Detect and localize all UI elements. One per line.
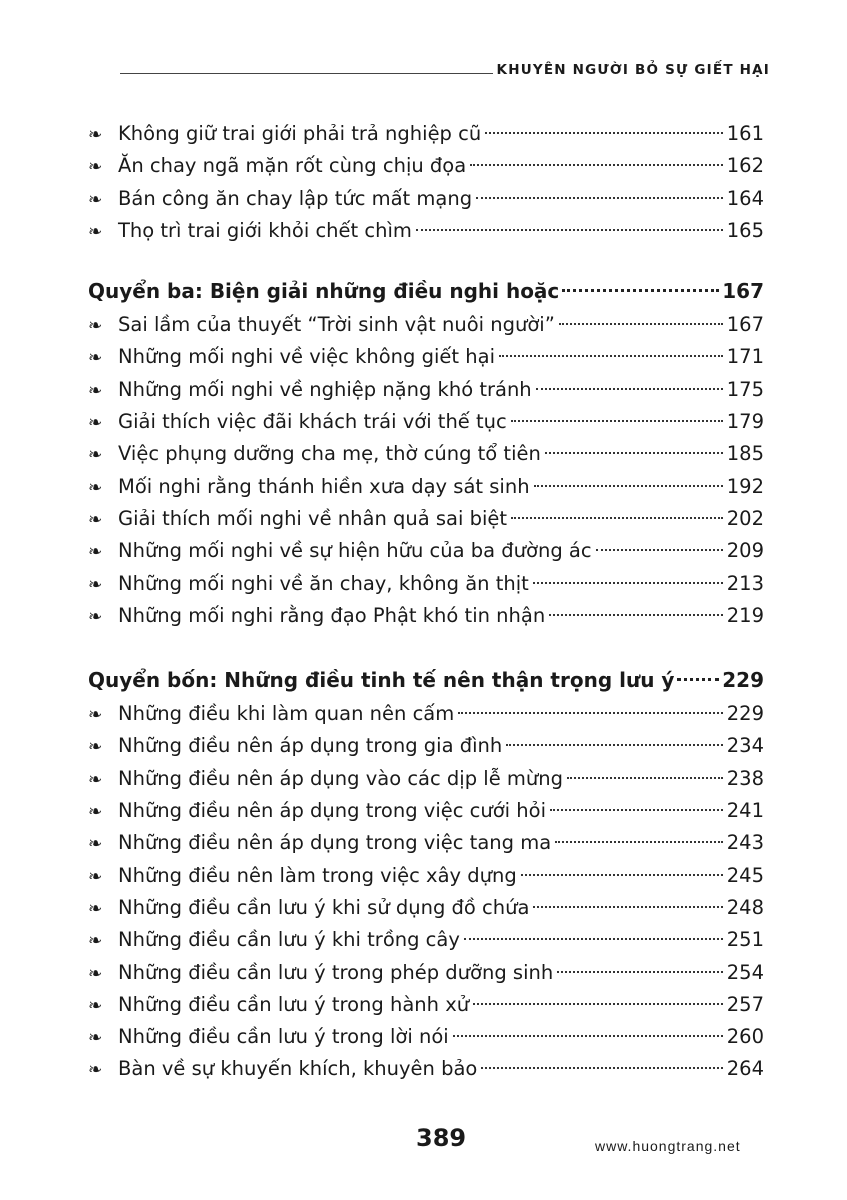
dot-leader: [557, 971, 723, 973]
toc-entry-page: 219: [726, 603, 764, 627]
toc-entry[interactable]: [88, 471, 764, 503]
toc-entry-page: 264: [726, 1057, 764, 1081]
toc-entry[interactable]: [88, 1021, 764, 1053]
fleuron-leaf-icon: ❧: [88, 606, 103, 627]
toc-entry-title: Những điều cần lưu ý trong hành xử: [118, 992, 470, 1016]
toc-entry-page: 251: [726, 928, 764, 952]
header-rule: [120, 73, 493, 74]
toc-entry-page: 243: [726, 831, 764, 855]
dot-leader: [550, 809, 723, 811]
toc-entry[interactable]: [88, 600, 764, 632]
toc-entry[interactable]: [88, 535, 764, 567]
toc-entry[interactable]: [88, 698, 764, 730]
dot-leader: [567, 777, 723, 779]
toc-entry-title: Không giữ trai giới phải trả nghiệp cũ: [118, 122, 482, 145]
toc-entry-page: 260: [726, 1025, 764, 1049]
toc-entry-title: Bán công ăn chay lập tức mất mạng: [118, 186, 473, 210]
fleuron-leaf-icon: ❧: [88, 380, 103, 401]
toc-entry[interactable]: [88, 118, 764, 150]
toc-entry[interactable]: [88, 892, 764, 924]
dot-leader: [533, 582, 723, 584]
toc-entry-page: 245: [726, 863, 764, 887]
toc-entry-title: Những điều nên áp dụng trong gia đình: [118, 734, 503, 758]
fleuron-leaf-icon: ❧: [88, 542, 103, 563]
toc-entry-page: 248: [726, 895, 764, 919]
toc-entry-page: 161: [726, 122, 764, 145]
dot-leader: [545, 452, 723, 454]
fleuron-leaf-icon: ❧: [88, 316, 103, 337]
toc-entry-page: 238: [726, 766, 764, 790]
fleuron-leaf-icon: ❧: [88, 574, 103, 595]
toc-entry-title: Giải thích mối nghi về nhân quả sai biệt: [118, 506, 508, 530]
fleuron-leaf-icon: ❧: [88, 221, 103, 242]
toc-entry[interactable]: [88, 406, 764, 438]
toc-entry[interactable]: [88, 341, 764, 373]
toc-entry[interactable]: [88, 183, 764, 215]
toc-entry-title: Những điều cần lưu ý khi sử dụng đồ chứa: [118, 895, 530, 919]
toc-entry-title: Việc phụng dưỡng cha mẹ, thờ cúng tổ tiên: [118, 442, 541, 466]
fleuron-leaf-icon: ❧: [88, 348, 103, 369]
dot-leader: [511, 420, 723, 422]
toc-entry-page: 234: [726, 734, 764, 758]
dot-leader: [453, 1035, 723, 1037]
section-page: 229: [722, 668, 764, 693]
dot-leader: [470, 164, 723, 166]
toc-entry-page: 162: [726, 154, 764, 178]
dot-leader: [476, 197, 723, 199]
dot-leader: [559, 323, 723, 325]
toc-entry-title: Những mối nghi rằng đạo Phật khó tin nhận: [118, 603, 546, 627]
toc-entry[interactable]: [88, 795, 764, 827]
toc-entry[interactable]: [88, 957, 764, 989]
toc-entry-page: 165: [726, 218, 764, 242]
toc-entry[interactable]: [88, 924, 764, 956]
dot-leader: [481, 1067, 722, 1069]
toc-entry-page: 254: [726, 960, 764, 984]
dot-leader: [485, 132, 723, 134]
dot-leader: [473, 1003, 723, 1005]
dot-leader: [521, 874, 723, 876]
dot-leader: [533, 906, 722, 908]
fleuron-leaf-icon: ❧: [88, 509, 103, 530]
fleuron-leaf-icon: ❧: [88, 1028, 103, 1049]
toc-entry-page: 192: [726, 474, 764, 498]
toc-entry-title: Giải thích việc đãi khách trái với thế tục: [118, 410, 507, 434]
fleuron-leaf-icon: ❧: [88, 189, 103, 210]
dot-leader: [549, 614, 723, 616]
dot-leader: [499, 355, 723, 357]
toc-entry-title: Những điều nên áp dụng vào các dịp lễ mừng: [118, 766, 563, 790]
toc-entry-page: 209: [726, 539, 764, 563]
table-of-contents: [88, 118, 764, 1086]
toc-entry-page: 213: [726, 571, 764, 595]
dot-leader: [416, 229, 723, 231]
fleuron-leaf-icon: ❧: [88, 769, 103, 790]
book-title: KHUYÊN NGƯỜI BỎ SỰ GIẾT HẠI: [496, 62, 770, 78]
toc-section-heading[interactable]: [88, 273, 764, 309]
toc-entry-title: Bàn về sự khuyến khích, khuyên bảo: [118, 1057, 478, 1081]
toc-entry[interactable]: [88, 1053, 764, 1085]
toc-entry-title: Những điều cần lưu ý trong lời nói: [118, 1025, 449, 1049]
dot-leader: [536, 388, 723, 390]
section-title: Quyển bốn: Những điều tinh tế nên thận trọng lưu ý: [88, 668, 675, 693]
toc-entry[interactable]: [88, 215, 764, 247]
toc-entry-page: 179: [726, 410, 764, 434]
fleuron-leaf-icon: ❧: [88, 477, 103, 498]
toc-entry[interactable]: [88, 860, 764, 892]
toc-entry-page: 167: [726, 313, 764, 337]
toc-entry-page: 175: [726, 377, 764, 401]
fleuron-leaf-icon: ❧: [88, 802, 103, 823]
page-number: 389: [416, 1124, 467, 1152]
dot-leader: [562, 289, 719, 292]
toc-entry-title: Những điều nên áp dụng trong việc tang ma: [118, 831, 552, 855]
toc-entry[interactable]: [88, 730, 764, 762]
toc-entry-title: Mối nghi rằng thánh hiền xưa dạy sát sinh: [118, 474, 530, 498]
dot-leader: [506, 744, 723, 746]
toc-entry[interactable]: [88, 827, 764, 859]
fleuron-leaf-icon: ❧: [88, 995, 103, 1016]
toc-entry-title: Những mối nghi về ăn chay, không ăn thịt: [118, 571, 529, 595]
fleuron-leaf-icon: ❧: [88, 737, 103, 758]
dot-leader: [555, 841, 723, 843]
toc-entry-title: Những mối nghi về nghiệp nặng khó tránh: [118, 377, 532, 401]
toc-entry-page: 164: [726, 186, 764, 210]
toc-entry[interactable]: [88, 568, 764, 600]
fleuron-leaf-icon: ❧: [88, 445, 103, 466]
fleuron-leaf-icon: ❧: [88, 866, 103, 887]
toc-entry-title: Ăn chay ngã mặn rốt cùng chịu đọa: [118, 154, 467, 178]
toc-entry-title: Thọ trì trai giới khỏi chết chìm: [118, 218, 412, 242]
fleuron-leaf-icon: ❧: [88, 413, 103, 434]
fleuron-leaf-icon: ❧: [88, 1060, 103, 1081]
dot-leader: [677, 678, 719, 681]
toc-entry-page: 202: [726, 506, 764, 530]
fleuron-leaf-icon: ❧: [88, 963, 103, 984]
fleuron-leaf-icon: ❧: [88, 705, 103, 726]
fleuron-leaf-icon: ❧: [88, 157, 103, 178]
toc-entry-title: Những điều cần lưu ý trong phép dưỡng sinh: [118, 960, 554, 984]
dot-leader: [596, 549, 723, 551]
dot-leader: [458, 712, 723, 714]
fleuron-leaf-icon: ❧: [88, 834, 103, 855]
website-url: www.huongtrang.net: [595, 1138, 741, 1154]
toc-entry[interactable]: [88, 503, 764, 535]
toc-entry[interactable]: [88, 150, 764, 182]
dot-leader: [464, 938, 723, 940]
toc-entry-page: 241: [726, 799, 764, 823]
toc-entry[interactable]: [88, 438, 764, 470]
toc-entry-title: Những điều nên làm trong việc xây dựng: [118, 863, 517, 887]
toc-entry-page: 229: [726, 702, 764, 726]
toc-entry-title: Những mối nghi về sự hiện hữu của ba đường ác: [118, 539, 592, 563]
dot-leader: [534, 485, 723, 487]
toc-entry-page: 171: [726, 345, 764, 369]
running-header: [120, 56, 770, 78]
toc-entry[interactable]: [88, 374, 764, 406]
section-page: 167: [722, 279, 764, 304]
toc-entry[interactable]: [88, 763, 764, 795]
toc-entry-title: Những điều cần lưu ý khi trồng cây: [118, 928, 460, 952]
toc-entry-page: 185: [726, 442, 764, 466]
toc-entry[interactable]: [88, 309, 764, 341]
toc-entry-title: Những điều nên áp dụng trong việc cưới hỏi: [118, 799, 547, 823]
toc-entry-title: Sai lầm của thuyết “Trời sinh vật nuôi người”: [118, 313, 555, 337]
section-title: Quyển ba: Biện giải những điều nghi hoặc: [88, 279, 560, 304]
dot-leader: [511, 517, 723, 519]
toc-entry-title: Những mối nghi về việc không giết hại: [118, 345, 495, 369]
fleuron-leaf-icon: ❧: [88, 898, 103, 919]
fleuron-leaf-icon: ❧: [88, 931, 103, 952]
toc-entry[interactable]: [88, 989, 764, 1021]
fleuron-leaf-icon: ❧: [88, 125, 103, 145]
toc-entry-title: Những điều khi làm quan nên cấm: [118, 702, 455, 726]
toc-section-heading[interactable]: [88, 662, 764, 698]
toc-entry-page: 257: [726, 992, 764, 1016]
